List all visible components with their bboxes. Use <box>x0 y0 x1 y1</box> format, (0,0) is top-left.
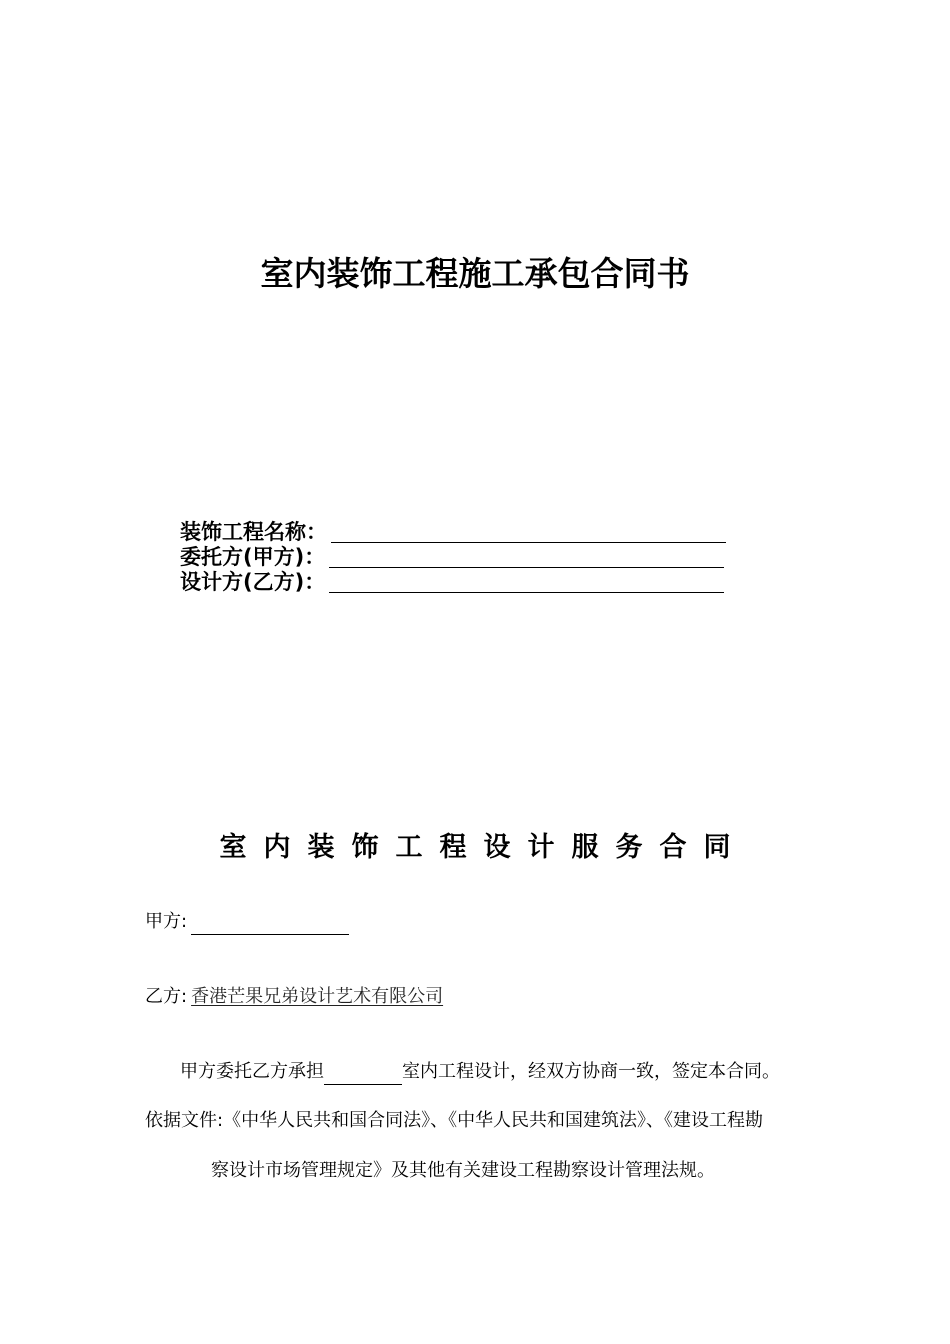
entrustment-text-end: 室内工程设计，经双方协商一致，签定本合同。 <box>402 1061 780 1082</box>
party-a-line <box>145 909 349 935</box>
legal-basis-line-2: 察设计市场管理规定》及其他有关建设工程勘察设计管理法规。 <box>211 1160 715 1181</box>
client-row <box>180 545 726 570</box>
entrustment-text-start: 甲方委托乙方承担 <box>180 1061 324 1082</box>
party-b-label: 乙方: <box>145 986 188 1007</box>
client-label: 委托方(甲方)： <box>180 545 326 569</box>
legal-basis-line-1: 依据文件:《中华人民共和国合同法》、《中华人民共和国建筑法》、《建设工程勘 <box>145 1110 764 1131</box>
designer-blank <box>329 592 724 593</box>
client-blank <box>329 567 724 568</box>
project-name-label: 装饰工程名称： <box>180 520 327 544</box>
party-b-company-name: 香港芒果兄弟设计艺术有限公司 <box>191 986 444 1007</box>
entrustment-paragraph <box>180 1059 780 1085</box>
project-blank <box>324 1064 402 1085</box>
project-name-row <box>180 520 726 545</box>
contract-main-title: 室内装饰工程施工承包合同书 <box>260 254 690 293</box>
party-a-blank <box>191 914 349 935</box>
contract-sub-title: 室内装饰工程设计服务合同 <box>219 832 748 863</box>
party-b-line <box>145 984 443 1010</box>
party-a-label: 甲方: <box>145 911 188 932</box>
contract-info-block <box>180 520 726 595</box>
designer-row <box>180 570 726 595</box>
project-name-blank <box>331 542 726 543</box>
designer-label: 设计方(乙方)： <box>180 570 326 594</box>
